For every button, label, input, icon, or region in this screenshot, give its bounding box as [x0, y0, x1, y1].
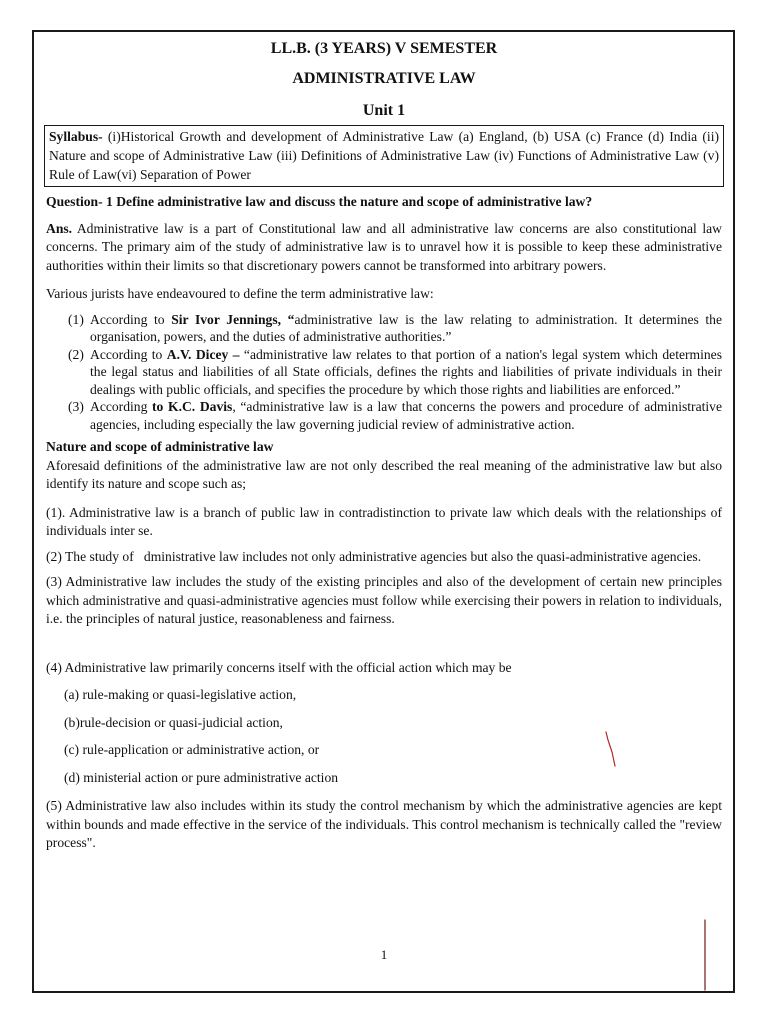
point-2: (2) The study of dministrative law includes not only administrative agencies but also the quasi-administrative agencies.	[46, 548, 702, 564]
answer-label: Ans.	[46, 220, 73, 236]
jurist-name: Sir Ivor Jennings, “	[171, 311, 295, 327]
pen-mark	[603, 730, 619, 770]
definitions-list	[46, 311, 722, 434]
definition-number: (1)	[68, 311, 84, 327]
definition-number: (2)	[68, 346, 84, 362]
unit-title: Unit 1	[362, 102, 406, 119]
syllabus-label: Syllabus-	[49, 129, 103, 144]
point-1: (1). Administrative law is a branch of public law in contradistinction to private law which deals with the relationships of individuals inter se.	[46, 504, 722, 538]
answer-text: Administrative law is a part of Constitutional law and all administrative law concerns are also constitutional law concerns. The primary aim of the study of administrative law is to unravel how it is possible to keep these administrative authorities within their limits so that discretionary powers cannot be transformed into arbitrary powers.	[46, 220, 722, 273]
point-4-item-b: (b)rule-decision or quasi-judicial action,	[64, 714, 283, 730]
point-3: (3) Administrative law includes the study of the existing principles and also of the development of certain new principles which administrative and quasi-administrative agencies must follow while exercising their powers in relation to individuals, i.e. the principles of natural justice, reasonableness and fairness.	[46, 574, 722, 626]
syllabus-text: (i)Historical Growth and development of Administrative Law (a) England, (b) USA (c) France (d) India (ii) Nature and scope of Administrative Law (iii) Definitions of Administrative Law (iv) Functions of Administrative Law (v) Rule of Law(vi) Separation of Power	[49, 129, 719, 182]
definition-prefix: According to	[90, 346, 167, 362]
jurist-name: A.V. Dicey –	[166, 346, 240, 362]
point-5: (5) Administrative law also includes within its study the control mechanism by which the administrative agencies are kept within bounds and made effective in the service of the individuals. This control mechanism is technically called the "review process".	[46, 798, 722, 850]
point-4-item-d: (d) ministerial action or pure administrative action	[64, 769, 339, 785]
page-number: 1	[380, 947, 388, 962]
jurists-intro: Various jurists have endeavoured to define the term administrative law:	[46, 286, 434, 301]
definition-number: (3)	[68, 399, 84, 414]
subject-title: ADMINISTRATIVE LAW	[292, 70, 476, 87]
definition-text: administrative law is the law relating to administration. It determines the organisation, powers, and the duties of administrative authorities.”	[90, 311, 723, 344]
pen-stroke	[700, 918, 710, 994]
definition-text: , “administrative law is a law that concerns the powers and procedure of administrative agencies, including especially the law governing judicial review of administrative action.	[90, 399, 722, 432]
question-heading: Question- 1 Define administrative law and discuss the nature and scope of administrative law?	[46, 194, 593, 209]
definition-item	[46, 398, 722, 433]
course-title: LL.B. (3 YEARS) V SEMESTER	[270, 40, 498, 57]
point-4: (4) Administrative law primarily concerns itself with the official action which may be	[46, 659, 512, 675]
nature-intro: Aforesaid definitions of the administrative law are not only described the real meaning of the administrative law but also identify its nature and scope such as;	[46, 457, 722, 491]
document-body	[46, 40, 722, 853]
definition-item	[46, 311, 722, 346]
answer-paragraph	[46, 220, 722, 276]
definition-item	[46, 346, 722, 399]
jurist-name: to K.C. Davis	[152, 399, 233, 414]
syllabus-box	[44, 125, 724, 187]
definition-text: “administrative law relates to that portion of a nation's legal system which determines the legal status and liabilities of all State officials, defines the rights and liabilities of private individuals in their dealings with public officials, and specifies the procedure by which those rights and liabilities are enforced.”	[90, 346, 723, 397]
definition-prefix: According to	[90, 311, 172, 327]
nature-heading: Nature and scope of administrative law	[46, 439, 274, 454]
definition-prefix: According	[90, 399, 153, 414]
point-4-item-c: (c) rule-application or administrative action, or	[64, 742, 320, 757]
point-4-item-a: (a) rule-making or quasi-legislative action,	[64, 687, 297, 702]
